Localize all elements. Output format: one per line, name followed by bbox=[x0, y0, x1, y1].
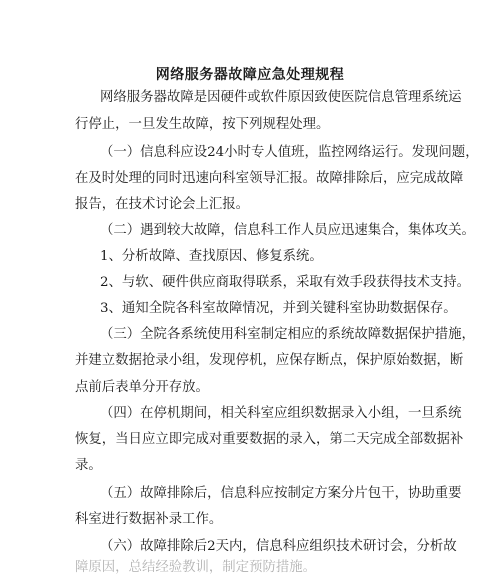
p6-line-1: （六）故障排除后2天内，信息科应组织技术研讨会，分析故 bbox=[100, 539, 457, 554]
p1-line-2: 在及时处理的同时迅速向科室领导汇报。故障排除后，应完成故障 bbox=[75, 171, 464, 186]
p4-line-2: 恢复，当日应立即完成对重要数据的录入，第二天完成全部数据补 bbox=[75, 432, 464, 447]
p3-line-1: （三）全院各系统使用科室制定相应的系统故障数据保护措施， bbox=[100, 327, 475, 342]
intro-line-2: 行停止，一旦发生故障，按下列规程处理。 bbox=[75, 117, 330, 132]
p2-item-3: 3、通知全院各科室故障情况，并到关键科室协助数据保存。 bbox=[100, 301, 457, 316]
p4-line-1: （四）在停机期间，相关科室应组织数据录入小组，一旦系统 bbox=[100, 406, 462, 421]
document-title: 网络服务器故障应急处理规程 bbox=[155, 67, 345, 83]
intro-line-1: 网络服务器故障是因硬件或软件原因致使医院信息管理系统运 bbox=[100, 90, 462, 105]
p2-line-1: （二）遇到较大故障，信息科工作人员应迅速集合，集体攻关。 bbox=[100, 223, 475, 238]
p4-line-3: 录。 bbox=[75, 458, 102, 473]
p3-line-3: 点前后表单分开存放。 bbox=[75, 380, 209, 395]
p5-line-1: （五）故障排除后，信息科应按制定方案分片包干，协助重要 bbox=[100, 486, 462, 501]
p2-item-2: 2、与软、硬件供应商取得联系，采取有效手段获得技术支持。 bbox=[100, 275, 471, 290]
p6-line-2: 障原因，总结经验教训，制定预防措施。 bbox=[75, 560, 317, 575]
p1-line-3: 报告，在技术讨论会上汇报。 bbox=[75, 197, 250, 212]
p1-line-1: （一）信息科应设24小时专人值班，监控网络运行。发现问题， bbox=[100, 145, 479, 160]
p2-item-1: 1、分析故障、查找原因、修复系统。 bbox=[100, 249, 323, 264]
p3-line-2: 并建立数据抢录小组，发现停机，应保存断点，保护原始数据，断 bbox=[75, 353, 464, 368]
p5-line-2: 科室进行数据补录工作。 bbox=[75, 512, 223, 527]
